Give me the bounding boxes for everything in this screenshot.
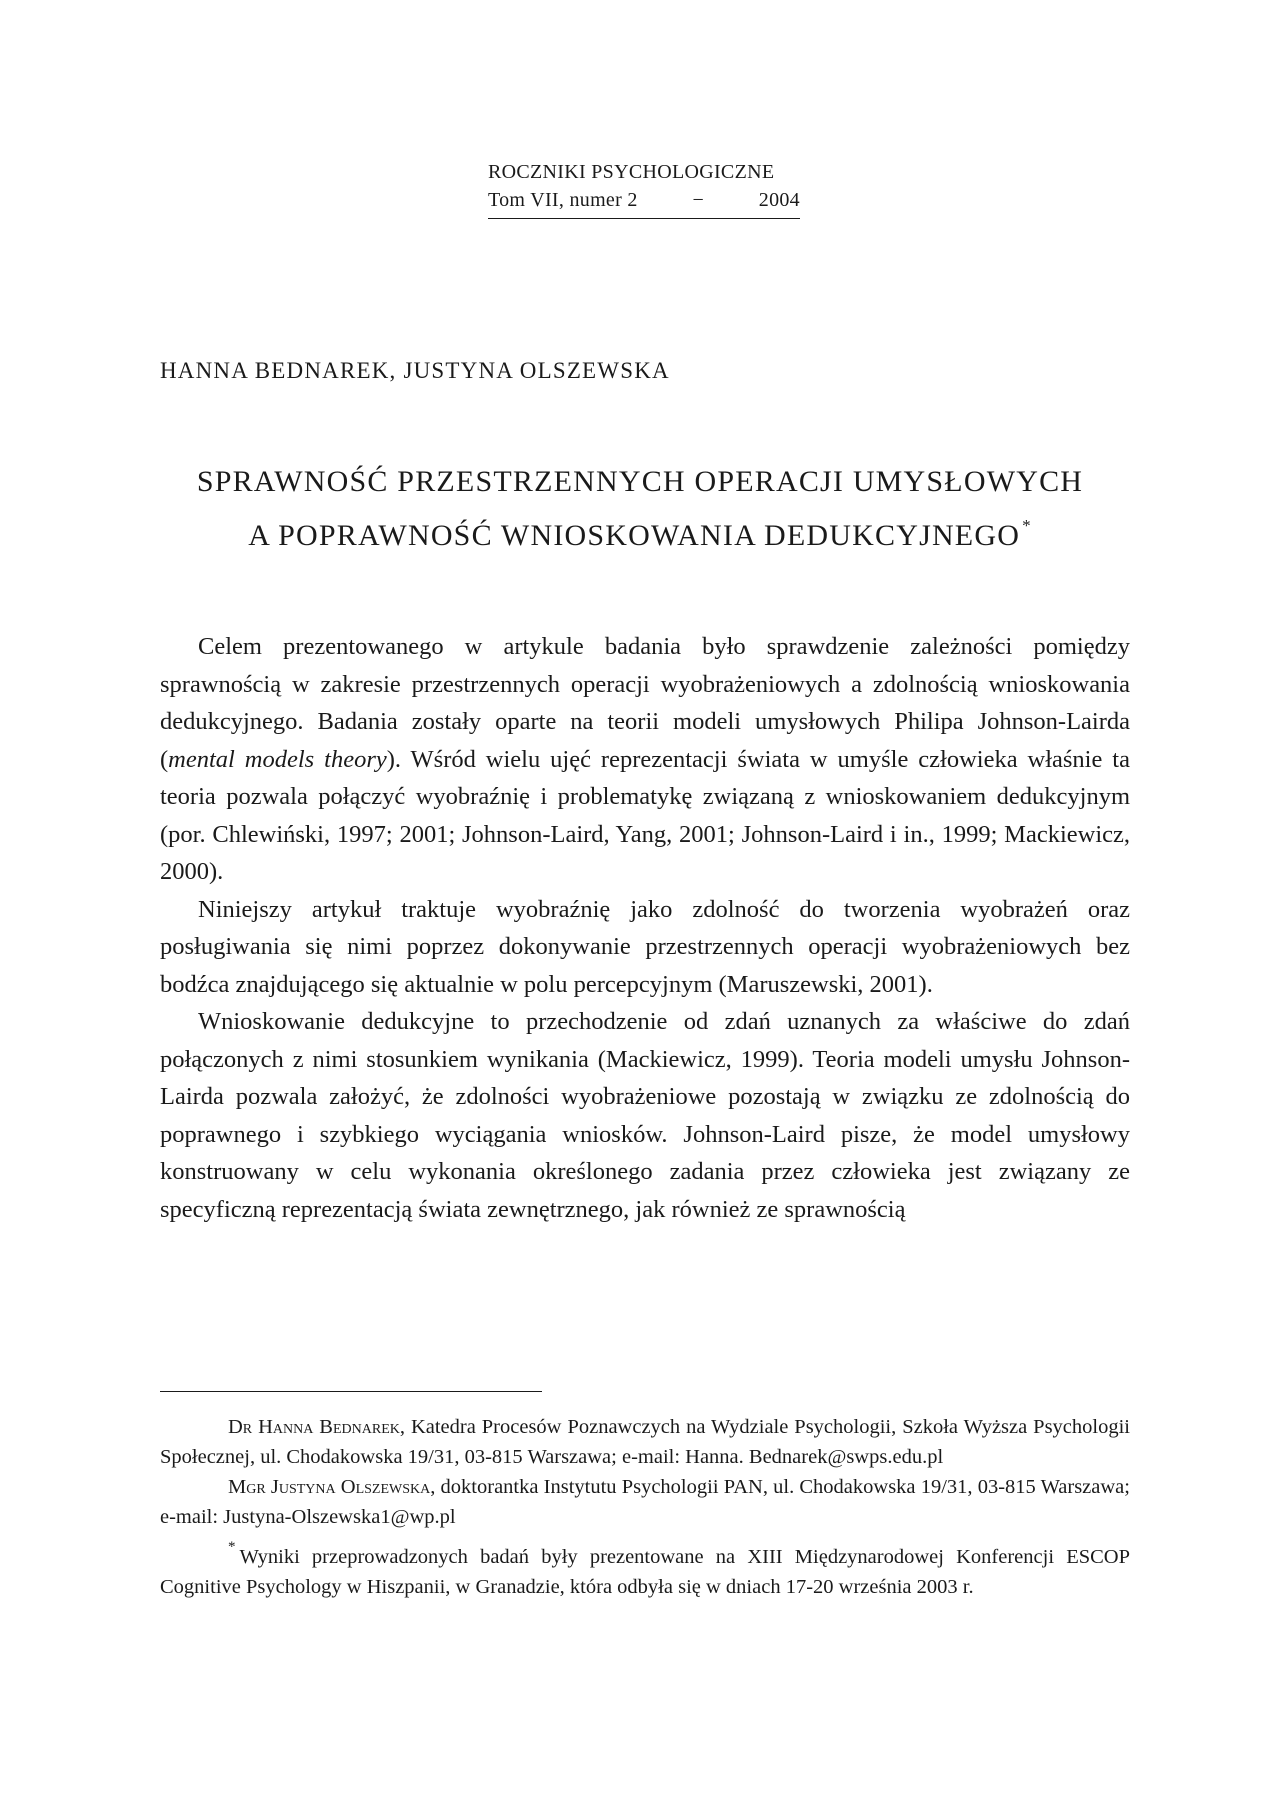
article-body [160,628,1130,1228]
journal-dash: − [692,189,705,211]
footnote-author-1-text: , Katedra Procesów Poznawczych na Wydziale Psychologii, Szkoła Wyższa Psychologii Społecznej, ul. Chodakowska 19/31, 03-815 Warszawa; e-mail: Hanna. Bednarek@swps.edu.pl [160,1416,1130,1468]
footnote-author-1-name: Dr Hanna Bednarek [228,1416,400,1438]
footnote-author-1 [160,1412,1130,1472]
footnote-star-text: Wyniki przeprowadzonych badań były prezentowane na XIII Międzynarodowej Konferencji ESCOP Cognitive Psychology w Hiszpanii, w Granadzie, która odbyła się w dniach 17-20 września 2003 r. [160,1546,1130,1598]
article-title [100,460,1180,558]
footnote-author-2-name: Mgr Justyna Olszewska [228,1476,431,1498]
journal-issue [488,186,800,219]
paragraph-1-emphasis: mental models theory [168,745,387,773]
footnote-author-2 [160,1472,1130,1532]
title-line-1: SPRAWNOŚĆ PRZESTRZENNYCH OPERACJI UMYSŁOWYCH [196,465,1084,498]
title-line-2 [100,504,1180,558]
journal-name: ROCZNIKI PSYCHOLOGICZNE [488,161,775,183]
paragraph-1-part-a: Celem prezentowanego w artykule badania było sprawdzenie zależności pomiędzy sprawnością w zakresie przestrzennych operacji wyobrażeniowych a zdolnością wnioskowania dedukcyjnego. Badania zostały oparte na teorii modeli umysłowych Philipa Johnson-Lairda ( [160,633,1130,773]
title-line-2-text: A POPRAWNOŚĆ WNIOSKOWANIA DEDUKCYJNEGO [248,519,1021,552]
footnote-star [160,1532,1130,1602]
title-footnote-mark: * [1022,516,1032,535]
footnotes [160,1412,1130,1602]
paragraph-3: Wnioskowanie dedukcyjne to przechodzenie od zdań uznanych za właściwe do zdań połączonych z nimi stosunkiem wynikania (Mackiewicz, 1999). Teoria modeli umysłu Johnson-Lairda pozwala założyć, że zdolności wyobrażeniowe pozostają w związku ze zdolnością do poprawnego i szybkiego wyciągania wniosków. Johnson-Laird pisze, że model umysłowy konstruowany w celu wykonania określonego zadania przez człowieka jest związany ze specyficzną reprezentacją świata zewnętrznego, jak również ze sprawnością [160,1008,1130,1223]
paragraph-1-part-b: ). Wśród wielu ujęć reprezentacji świata w umyśle człowieka właśnie ta teoria pozwala połączyć wyobraźnię i problematykę związaną z wnioskowaniem dedukcyjnym (por. Chlewiński, 1997; 2001; Johnson-Laird, Yang, 2001; Johnson-Laird i in., 1999; Mackiewicz, 2000). [160,745,1130,885]
footnote-star-mark: * [228,1539,236,1555]
journal-volume: Tom VII, numer 2 [488,189,638,211]
journal-header [488,158,800,219]
footnote-separator [160,1391,542,1392]
journal-year: 2004 [758,189,800,211]
paragraph-2: Niniejszy artykuł traktuje wyobraźnię jako zdolność do tworzenia wyobrażeń oraz posługiwania się nimi poprzez dokonywanie przestrzennych operacji wyobrażeniowych bez bodźca znajdującego się aktualnie w polu percepcyjnym (Maruszewski, 2001). [160,895,1130,998]
paragraph-1 [160,628,1130,891]
authors: HANNA BEDNAREK, JUSTYNA OLSZEWSKA [160,358,670,383]
footnote-author-2-text: , doktorantka Instytutu Psychologii PAN, ul. Chodakowska 19/31, 03-815 Warszawa; e-mail: Justyna-Olszewska1@wp.pl [160,1476,1130,1528]
